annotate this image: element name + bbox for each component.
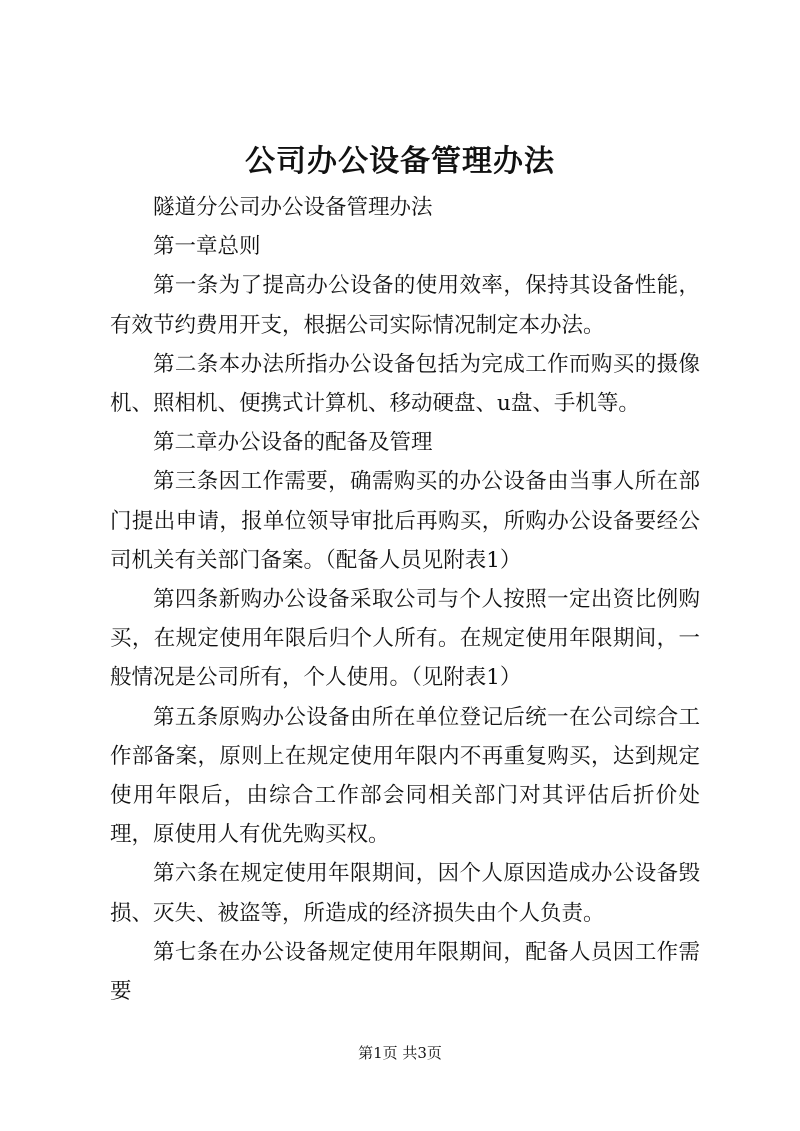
paragraph-article-5: 第五条原购办公设备由所在单位登记后统一在公司综合工作部备案，原则上在规定使用年限内不再重复购买，达到规定使用年限后，由综合工作部会同相关部门对其评估后折价处理，原使用人有优先购买权。 [110, 704, 700, 848]
paragraph-article-4: 第四条新购办公设备采取公司与个人按照一定出资比例购买，在规定使用年限后归个人所有。在规定使用年限期间，一般情况是公司所有，个人使用。（见附表1） [110, 587, 700, 691]
document-body [110, 188, 700, 1011]
paragraph-subtitle: 隧道分公司办公设备管理办法 [153, 195, 433, 220]
paragraph-chapter-1: 第一章总则 [153, 234, 261, 260]
paragraph-article-1: 第一条为了提高办公设备的使用效率，保持其设备性能，有效节约费用开支，根据公司实际情况制定本办法。 [110, 273, 700, 338]
paragraph-article-7: 第七条在办公设备规定使用年限期间，配备人员因工作需要 [110, 939, 700, 1005]
page-number-footer: 第1页 共3页 [358, 1044, 442, 1062]
paragraph-article-3: 第三条因工作需要，确需购买的办公设备由当事人所在部门提出申请，报单位领导审批后再购买，所购办公设备要经公司机关有关部门备案。（配备人员见附表1） [110, 469, 700, 573]
document-title: 公司办公设备管理办法 [245, 144, 555, 179]
paragraph-article-2: 第二条本办法所指办公设备包括为完成工作而购买的摄像机、照相机、便携式计算机、移动硬盘、u盘、手机等。 [110, 351, 700, 417]
paragraph-article-6: 第六条在规定使用年限期间，因个人原因造成办公设备毁损、灭失、被盗等，所造成的经济损失由个人负责。 [110, 861, 700, 926]
paragraph-chapter-2: 第二章办公设备的配备及管理 [153, 430, 433, 456]
